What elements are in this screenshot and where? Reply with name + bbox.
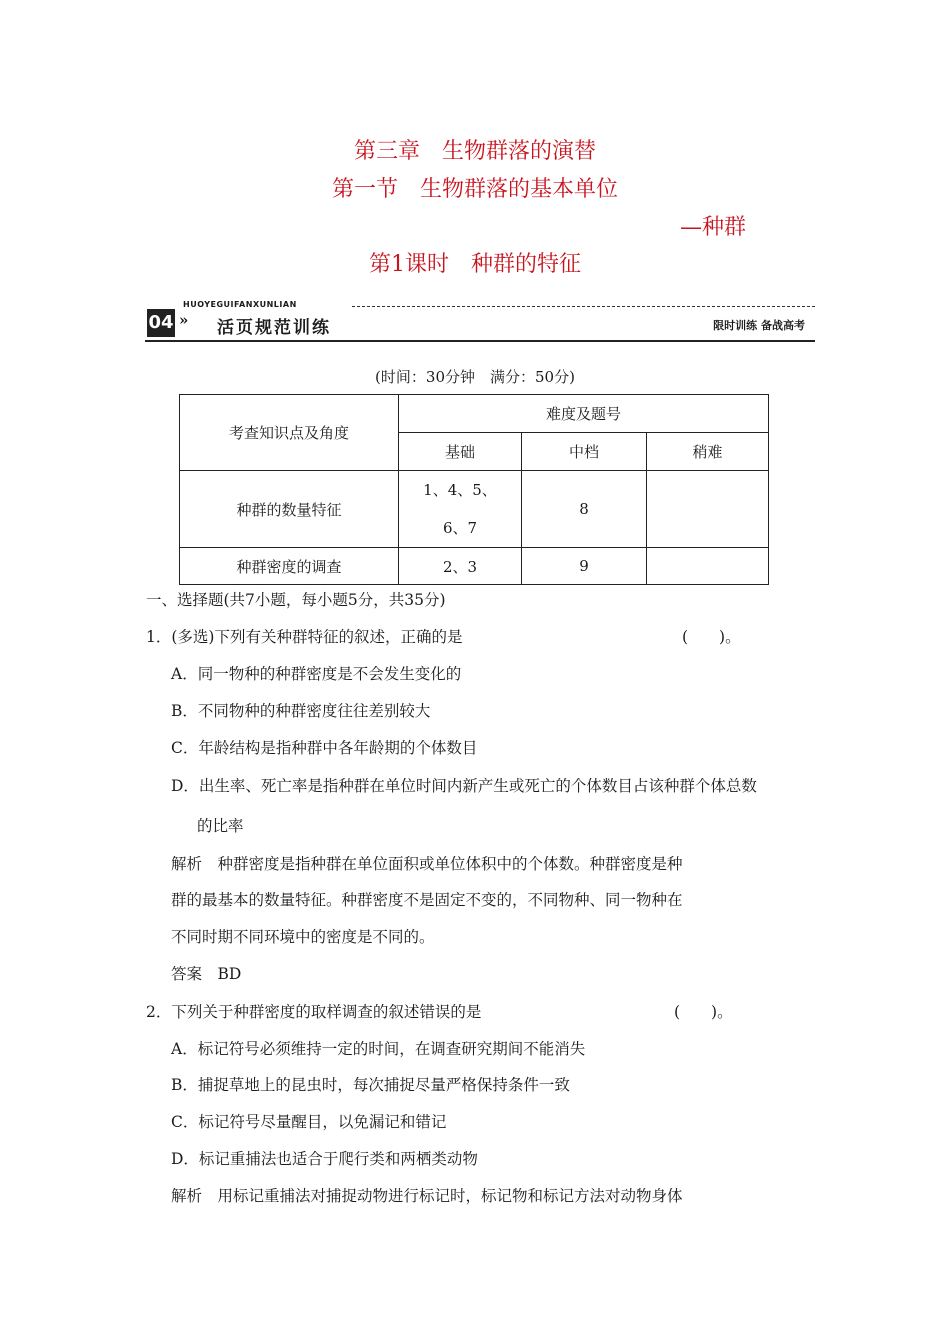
question-2-stem: 2．下列关于种群密度的取样调查的叙述错误的是 [146,1003,482,1021]
table-header-basic: 基础 [399,433,522,471]
time-score-info: (时间：30分钟 满分：50分) [375,368,575,386]
table-cell-topic: 种群的数量特征 [180,471,399,548]
banner-number-badge: 04 [147,309,175,337]
table-header-difficulty: 难度及题号 [399,395,769,433]
section-title: 第一节 生物群落的基本单位 [331,177,618,202]
knowledge-difficulty-table [179,394,769,585]
question-1-option-c: C．年龄结构是指种群中各年龄期的个体数目 [171,739,478,757]
question-1-stem: 1．(多选)下列有关种群特征的叙述，正确的是 [146,628,463,646]
banner-underline [145,340,815,342]
table-cell-basic: 2、3 [399,548,522,585]
table-header-medium: 中档 [522,433,647,471]
banner-slogan: 限时训练 备战高考 [713,319,805,332]
question-1-analysis-line: 群的最基本的数量特征。种群密度不是固定不变的，不同物种、同一物种在 [171,891,683,909]
question-1-answer: 答案 BD [171,965,242,983]
question-2-analysis-line: 解析 用标记重捕法对捕捉动物进行标记时，标记物和标记方法对动物身体 [171,1187,683,1205]
question-1-analysis-line: 不同时期不同环境中的密度是不同的。 [171,928,435,946]
lesson-title: 第1课时 种群的特征 [369,252,581,277]
table-header-knowledge: 考查知识点及角度 [180,395,399,471]
section-subtitle: —种群 [680,215,747,240]
table-cell-topic: 种群密度的调查 [180,548,399,585]
question-1-option-d-cont: 的比率 [197,817,244,835]
table-cell-medium: 8 [522,471,647,548]
exercise-banner [145,300,815,342]
question-2-option-c: C．标记符号尽量醒目，以免漏记和错记 [171,1113,447,1131]
question-2-option-a: A．标记符号必须维持一定的时间，在调查研究期间不能消失 [171,1040,586,1058]
chapter-title: 第三章 生物群落的演替 [353,139,596,164]
question-2-option-b: B．捕捉草地上的昆虫时，每次捕捉尽量严格保持条件一致 [171,1076,570,1094]
table-header-hard: 稍难 [647,433,769,471]
table-cell-basic-line1: 1、4、5、 [423,481,497,499]
table-cell-hard [647,471,769,548]
table-cell-basic [399,471,522,548]
question-1-option-a: A．同一物种的种群密度是不会发生变化的 [171,665,462,683]
table-cell-medium: 9 [522,548,647,585]
question-2-answer-bracket: ( )。 [674,1003,733,1021]
section-heading: 一、选择题(共7小题，每小题5分，共35分) [146,591,446,609]
table-cell-hard [647,548,769,585]
double-chevron-icon: » [179,311,189,329]
banner-pinyin: HUOYEGUIFANXUNLIAN [183,300,297,309]
question-1-option-b: B．不同物种的种群密度往往差别较大 [171,702,431,720]
table-row [180,548,769,585]
banner-title: 活页规范训练 [217,318,331,338]
question-1-option-d: D．出生率、死亡率是指种群在单位时间内新产生或死亡的个体数目占该种群个体总数 [171,777,757,795]
question-1-analysis-line: 解析 种群密度是指种群在单位面积或单位体积中的个体数。种群密度是种 [171,855,683,873]
table-cell-basic-line2: 6、7 [442,519,478,537]
table-row [180,471,769,548]
question-1-answer-bracket: ( )。 [682,628,741,646]
banner-dotted-line [352,306,815,307]
question-2-option-d: D．标记重捕法也适合于爬行类和两栖类动物 [171,1150,478,1168]
